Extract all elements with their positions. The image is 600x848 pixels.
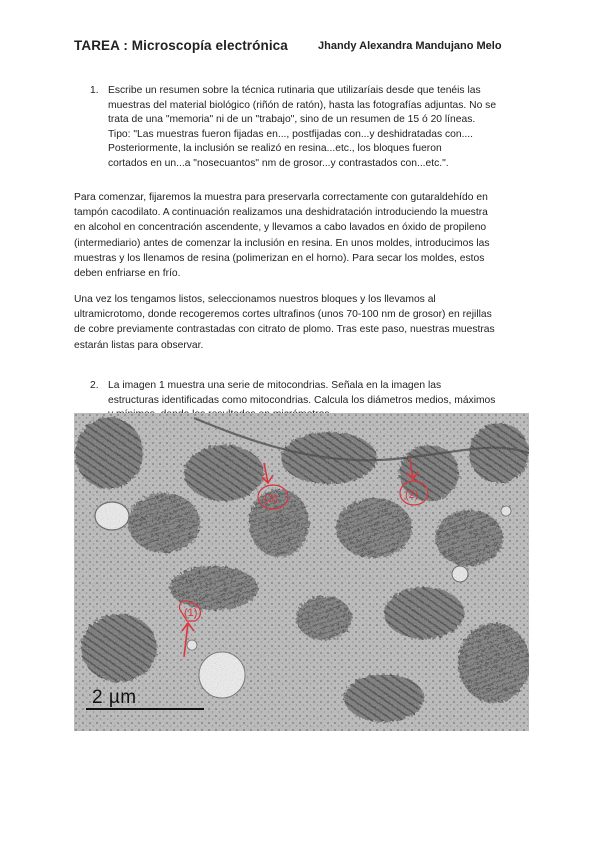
text-line: Tipo: "Las muestras fueron fijadas en..., postfijadas con...y deshidratadas con.... (108, 128, 474, 140)
text-line: cortados en un...a "nosecuantos" nm de grosor...y contrastados con...etc.". (108, 157, 449, 169)
text-line: trata de una "memoria" ni de un "trabajo", sino de un resumen de 15 ó 20 líneas. (108, 114, 476, 126)
text-line: La imagen 1 muestra una serie de mitocondrias. Señala en la imagen las (108, 380, 442, 391)
scale-bar (86, 708, 204, 710)
scale-bar-label: 2 µm (92, 687, 137, 708)
micrograph-image (74, 413, 529, 731)
question-1 (90, 84, 530, 174)
answer-2-paragraph (74, 292, 495, 353)
text-line: Una vez los tengamos listos, seleccionamos nuestros bloques y los llevamos al (74, 294, 436, 305)
text-line: deben enfriarse en frío. (74, 268, 181, 280)
label-3: (3) (264, 493, 278, 505)
text-line: de cobre previamente contrastadas con citrato de plomo. Tras este paso, nuestras muestras (74, 324, 495, 336)
text-line: muestras y los llenamos de resina (polimerizan en el horno). Para secar los moldes, estos (74, 252, 485, 264)
text-line: estarán listas para observar. (74, 339, 204, 351)
question-2-number: 2. (90, 380, 99, 391)
text-line: Posteriormente, la inclusión se realizó en resina...etc., los bloques fueron (108, 143, 442, 155)
question-1-text (108, 84, 496, 172)
electron-micrograph (74, 413, 529, 731)
text-line: estructuras identificadas como mitocondrias. Calcula los diámetros medios, máximos (108, 394, 496, 406)
page-title: TAREA : Microscopía electrónica (74, 38, 288, 53)
answer-1-paragraph (74, 190, 490, 281)
page-header (74, 38, 534, 58)
text-line: muestras del material biológico (riñón de ratón), hasta las fotografías adjuntas. No se (108, 99, 497, 111)
question-1-number: 1. (90, 85, 99, 96)
text-line: tampón cacodilato. A continuación realizamos una deshidratación introduciendo la muestra (74, 207, 488, 219)
label-1: (1) (184, 607, 198, 619)
author-name: Jhandy Alexandra Mandujano Melo (318, 40, 502, 52)
text-line: Para comenzar, fijaremos la muestra para preservarla correctamente con gutaraldehído en (74, 192, 488, 203)
text-line: (intermediario) antes de comenzar la inclusión en resina. En unos moldes, introducimos las (74, 237, 490, 249)
text-line: Escribe un resumen sobre la técnica rutinaria que utilizaríais desde que tenéis las (108, 85, 481, 96)
label-2: (2) (405, 489, 419, 501)
text-line: en alcohol en concentración ascendente, y llevamos a cabo lavados en óxido de propileno (74, 222, 487, 234)
text-line: ultramicrotomo, donde recogeremos cortes ultrafinos (unos 70-100 nm de grosor) en rejillas (74, 309, 492, 321)
